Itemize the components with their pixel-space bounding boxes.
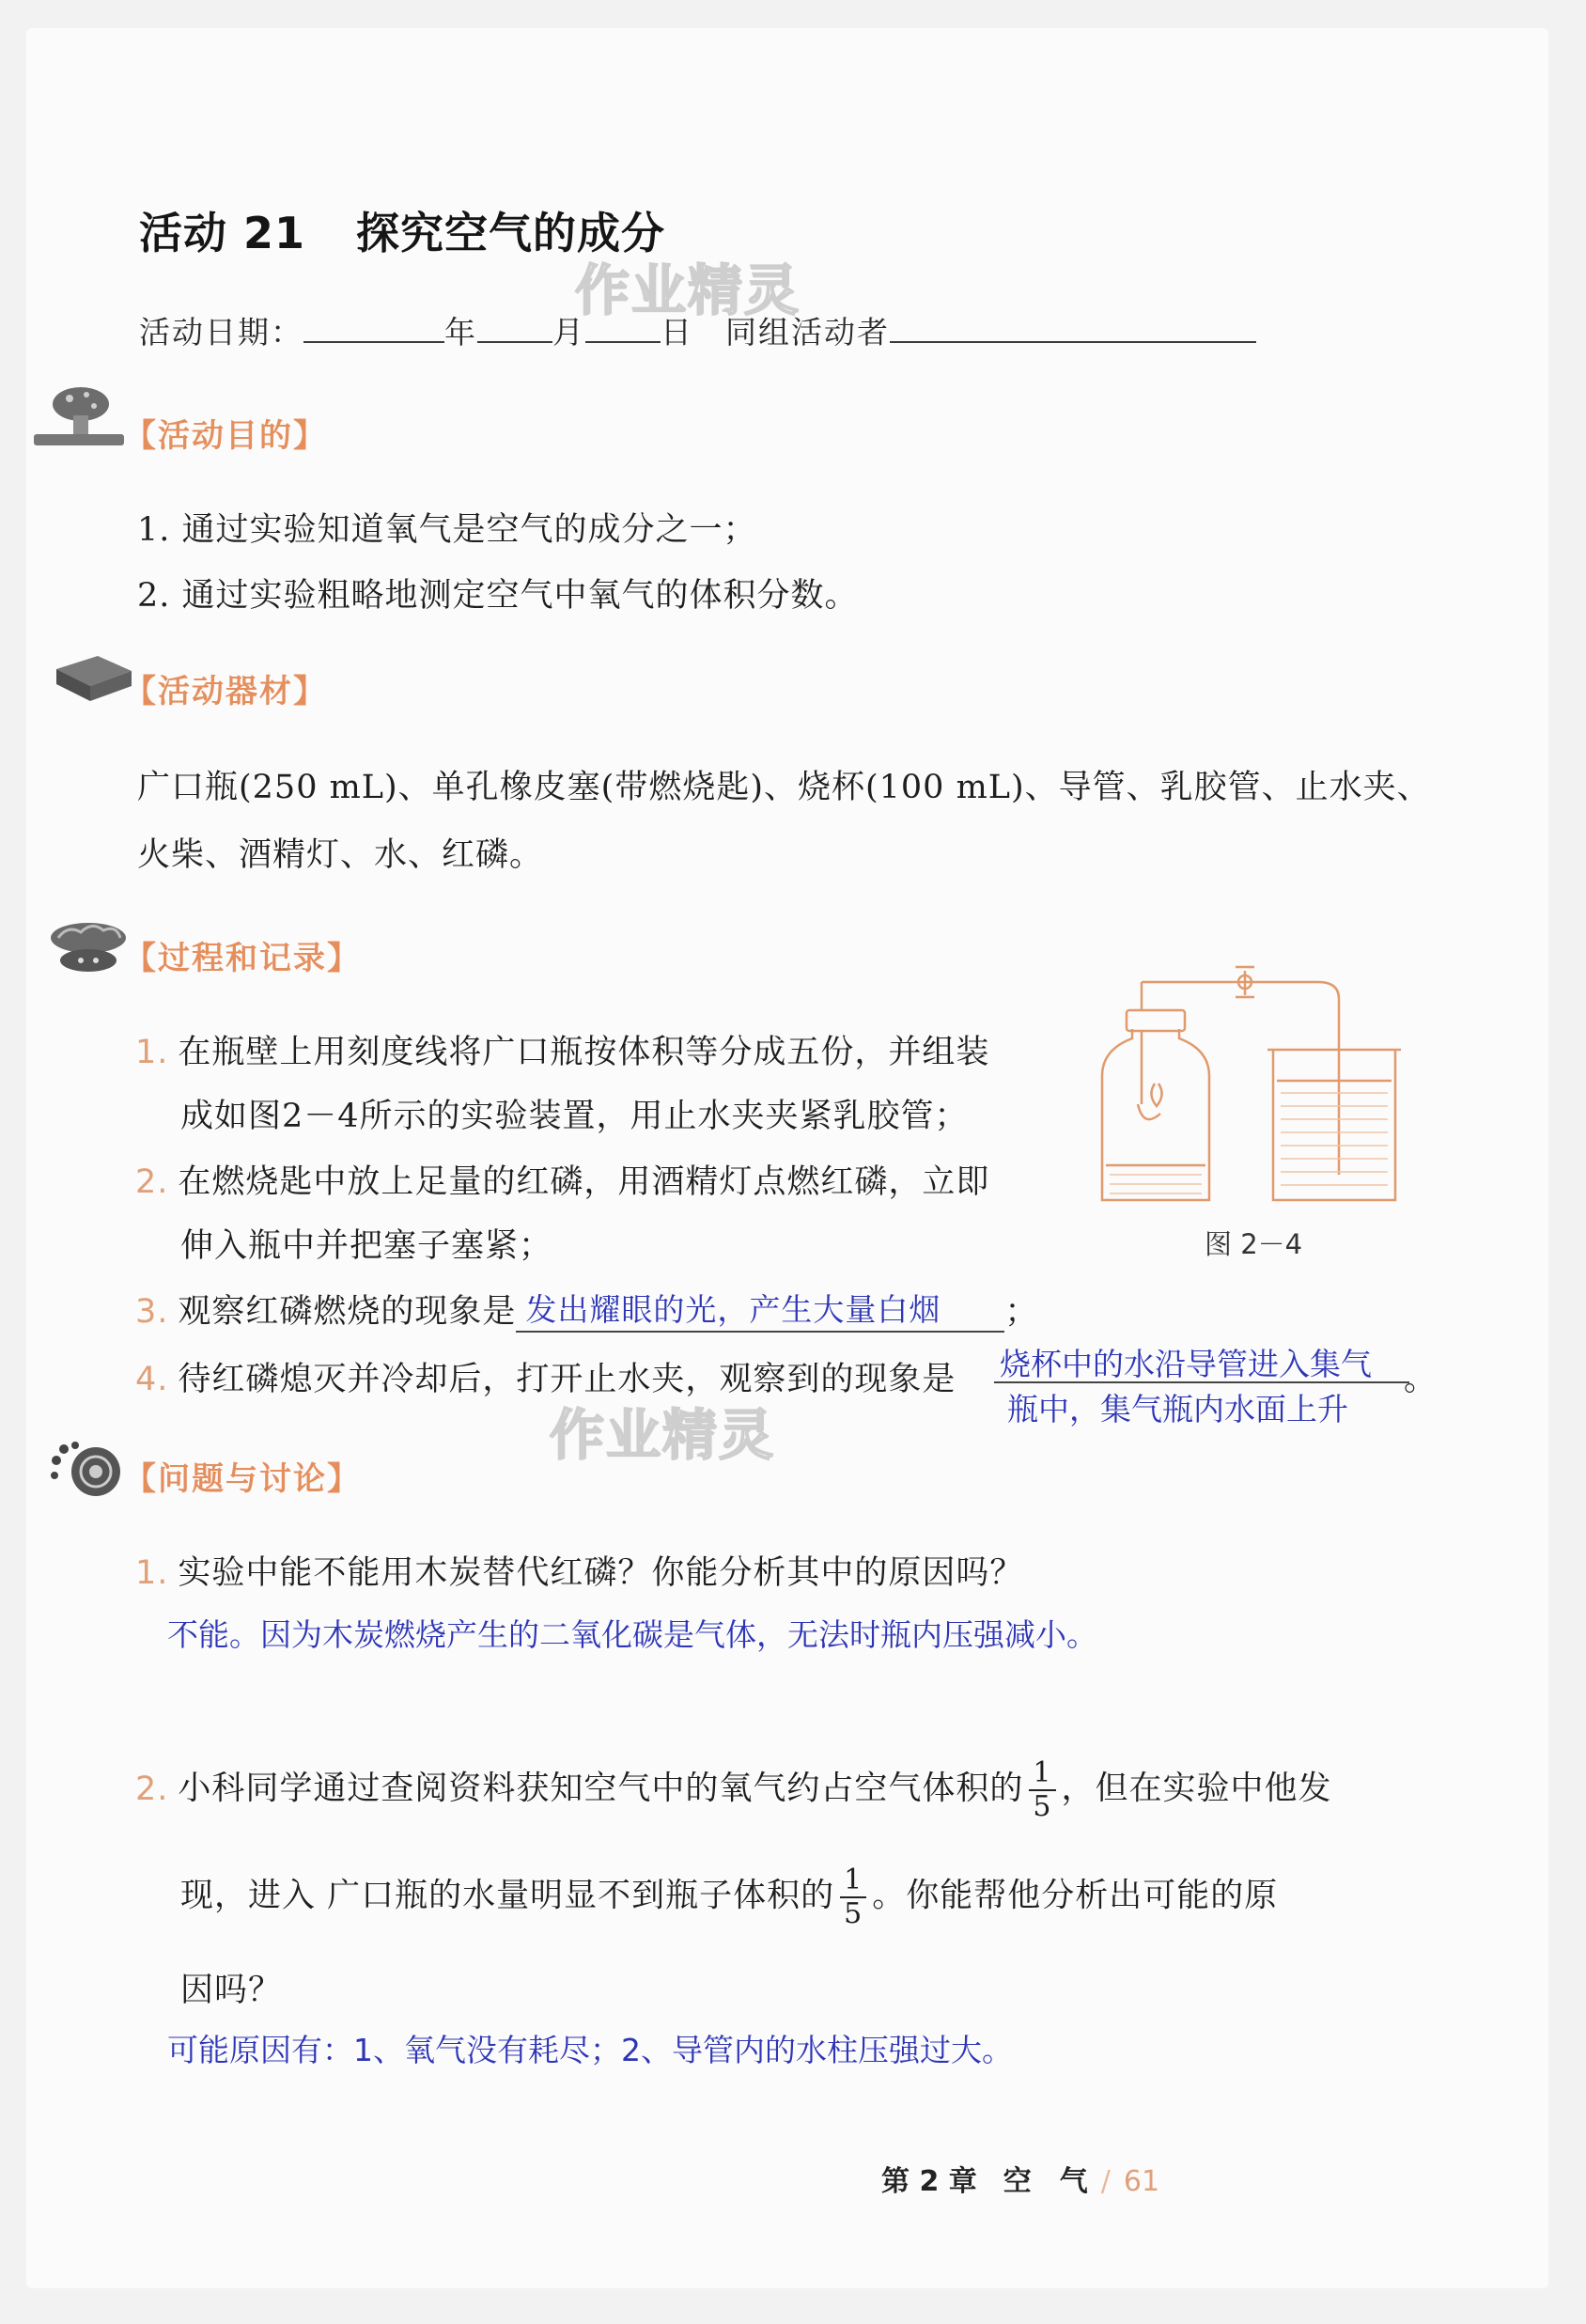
question-2-line-3: 因吗？ — [180, 1972, 283, 2009]
answer-1: 不能。因为木炭燃烧产生的二氧化碳是气体，无法时瓶内压强减小。 — [167, 1616, 1097, 1653]
fraction-denominator-2: 5 — [844, 1897, 863, 1930]
question-1-text: 实验中能不能用木炭替代红磷？你能分析其中的原因吗？ — [178, 1554, 1024, 1592]
process-step-4 — [135, 1353, 956, 1400]
process-step-3 — [135, 1286, 1038, 1333]
page-number: 61 — [1123, 2165, 1160, 2198]
step-2-text-1: 在燃烧匙中放上足量的红磷，用酒精灯点燃红磷，立即 — [178, 1163, 990, 1201]
question-2-number: 2. — [135, 1770, 169, 1808]
question-1-number: 1. — [135, 1554, 169, 1592]
partners-blank[interactable] — [890, 313, 1256, 343]
day-blank[interactable] — [585, 313, 661, 343]
step-2-number: 2. — [135, 1163, 169, 1201]
materials-heading: 【活动器材】 — [124, 673, 327, 710]
process-step-1-line-1 — [135, 1026, 989, 1073]
activity-number: 活动 21 — [139, 208, 306, 258]
partners-label: 同组活动者 — [725, 314, 890, 351]
palette-icon — [47, 1440, 132, 1504]
page-footer — [881, 2158, 1159, 2199]
step-4-answer-line-2: 瓶中，集气瓶内水面上升 — [1007, 1391, 1348, 1427]
year-blank[interactable] — [303, 313, 444, 343]
purpose-item-2: 2. 通过实验粗略地测定空气中氧气的体积分数。 — [137, 577, 859, 615]
step-4-prompt: 待红磷熄灭并冷却后，打开止水夹，观察到的现象是 — [178, 1361, 956, 1398]
discussion-heading: 【问题与讨论】 — [124, 1460, 361, 1498]
purpose-heading: 【活动目的】 — [124, 417, 327, 455]
process-step-2-line-2: 伸入瓶中并把塞子塞紧； — [180, 1227, 553, 1265]
step-1-number: 1. — [135, 1034, 169, 1071]
step-3-prompt: 观察红磷燃烧的现象是 — [178, 1293, 517, 1331]
activity-topic: 探究空气的成分 — [356, 208, 666, 258]
question-2-line-2 — [180, 1864, 1278, 1930]
mushroom-icon — [32, 380, 126, 459]
process-heading: 【过程和记录】 — [124, 940, 361, 977]
answer-2: 可能原因有：1、氧气没有耗尽；2、导管内的水柱压强过大。 — [167, 2032, 1013, 2068]
date-line — [139, 308, 1256, 352]
step-1-text-1: 在瓶壁上用刻度线将广口瓶按体积等分成五份，并组装 — [178, 1034, 990, 1071]
step-4-answer-blank[interactable] — [994, 1333, 1409, 1383]
step-3-suffix: ； — [1004, 1293, 1039, 1331]
footer-chapter: 第 2 章 — [881, 2165, 977, 2198]
question-2-line-1 — [135, 1757, 1332, 1823]
month-label: 月 — [552, 314, 585, 351]
process-step-2-line-1 — [135, 1156, 989, 1203]
date-label: 活动日期： — [139, 314, 303, 351]
question-2-text-3: 现，进入 广口瓶的水量明显不到瓶子体积的 — [180, 1877, 835, 1915]
step-4-answer-line-1: 烧杯中的水沿导管进入集气 — [1000, 1346, 1372, 1382]
materials-line-1: 广口瓶(250 mL)、单孔橡皮塞(带燃烧匙)、烧杯(100 mL)、导管、乳胶管、止水夹、 — [137, 769, 1431, 806]
month-blank[interactable] — [477, 313, 552, 343]
materials-line-2: 火柴、酒精灯、水、红磷。 — [137, 836, 544, 874]
year-label: 年 — [444, 314, 477, 351]
watermark-top: 作业精灵 — [575, 258, 801, 322]
day-label: 日 — [661, 314, 693, 351]
cloud-hat-icon — [45, 917, 132, 983]
figure-caption: 图 2－4 — [1205, 1228, 1303, 1260]
fraction-one-fifth — [1029, 1757, 1055, 1823]
step-4-suffix: 。 — [1404, 1361, 1438, 1398]
watermark-middle: 作业精灵 — [550, 1403, 776, 1467]
question-1 — [135, 1547, 1023, 1594]
step-3-answer-blank[interactable] — [516, 1293, 1004, 1333]
fraction-numerator: 1 — [1029, 1757, 1055, 1791]
fraction-denominator: 5 — [1033, 1790, 1052, 1823]
question-2-text-1: 小科同学通过查阅资料获知空气中的氧气约占空气体积的 — [178, 1770, 1024, 1808]
purpose-item-1: 1. 通过实验知道氧气是空气的成分之一； — [137, 511, 757, 549]
question-2-text-2: ，但在实验中他发 — [1061, 1770, 1332, 1808]
fraction-numerator-2: 1 — [840, 1864, 866, 1898]
question-2-text-4: 。你能帮他分析出可能的原 — [872, 1877, 1279, 1915]
step-3-number: 3. — [135, 1293, 169, 1331]
process-step-1-line-2: 成如图2－4所示的实验装置，用止水夹夹紧乳胶管； — [180, 1098, 969, 1135]
bricks-icon — [53, 650, 135, 709]
footer-divider: / — [1100, 2165, 1111, 2198]
apparatus-figure — [1085, 944, 1433, 1216]
fraction-one-fifth-2 — [840, 1864, 866, 1930]
footer-chapter-name: 空 气 — [1003, 2165, 1088, 2198]
step-4-number: 4. — [135, 1361, 169, 1398]
step-3-answer: 发出耀眼的光，产生大量白烟 — [525, 1291, 941, 1328]
